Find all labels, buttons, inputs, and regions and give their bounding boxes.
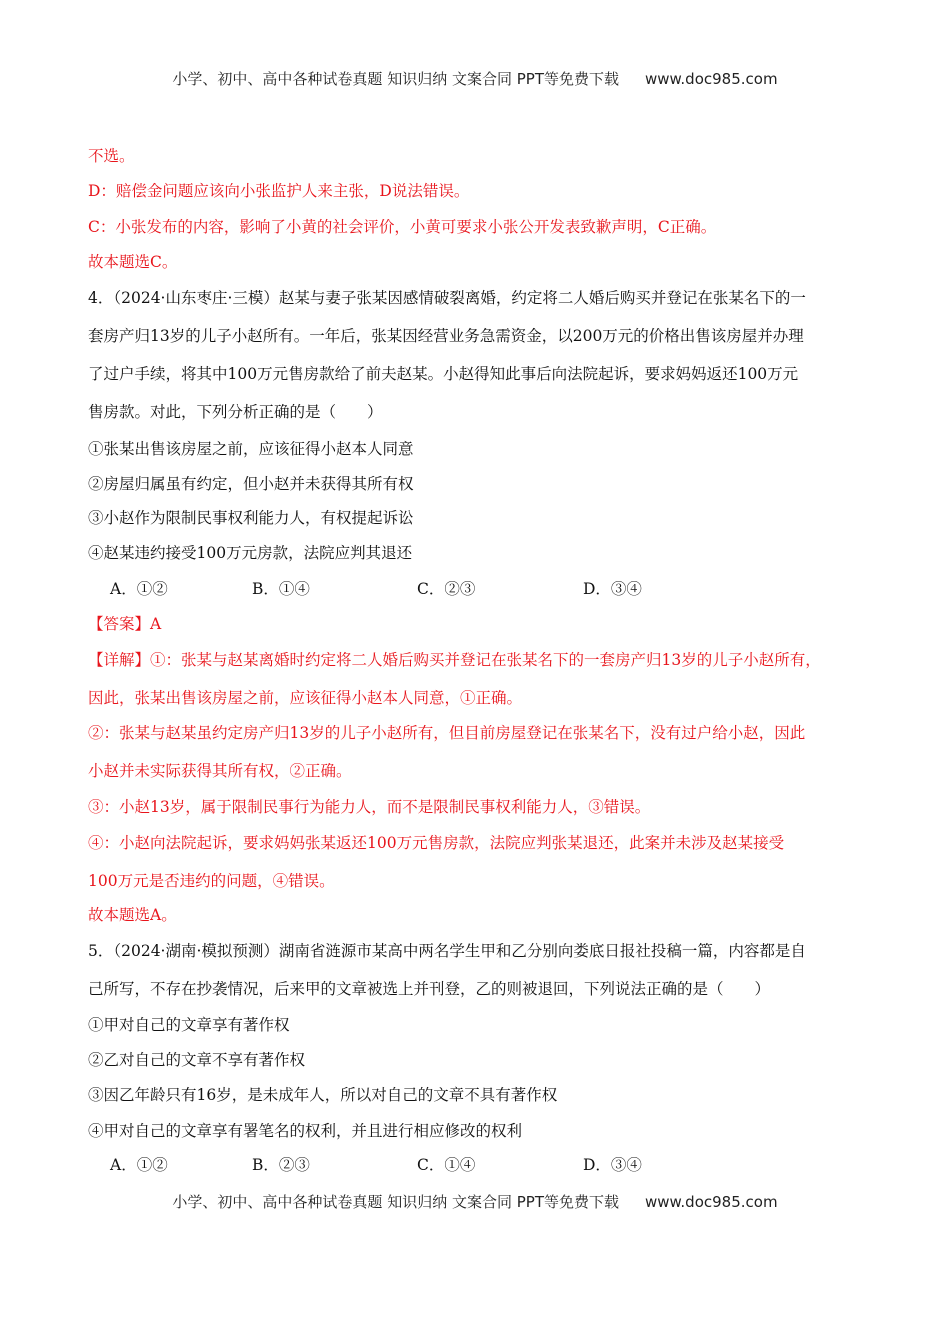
prev-line: C：小张发布的内容，影响了小黄的社会评价，小黄可要求小张公开发表致歉声明，C正确。 <box>88 218 717 236</box>
q5-stem-line: 5．（2024·湖南·模拟预测）湖南省涟源市某高中两名学生甲和乙分别向娄底日报社投稿一篇，内容都是自 <box>88 942 806 960</box>
q5-stem-line: 己所写，不存在抄袭情况，后来甲的文章被选上并刊登，乙的则被退回，下列说法正确的是（ ） <box>88 980 771 998</box>
q4-option-d[interactable]: D．③④ <box>583 580 642 598</box>
q4-conclusion: 故本题选A。 <box>88 906 177 924</box>
q4-statement: ③小赵作为限制民事权利能力人，有权提起诉讼 <box>88 509 414 527</box>
q4-explanation-line: ②：张某与赵某虽约定房产归13岁的儿子小赵所有，但目前房屋登记在张某名下，没有过户给小赵，因此 <box>88 724 806 742</box>
footer-text: 小学、初中、高中各种试卷真题 知识归纳 文案合同 PPT等免费下载 <box>172 1193 619 1211</box>
page-footer <box>0 1191 950 1212</box>
q5-statement: ①甲对自己的文章享有著作权 <box>88 1016 290 1034</box>
q5-option-b[interactable]: B．②③ <box>252 1156 310 1174</box>
q4-statement: ④赵某违约接受100万元房款，法院应判其退还 <box>88 544 413 562</box>
q4-explanation-line: 100万元是否违约的问题，④错误。 <box>88 872 335 890</box>
q4-stem-line: 售房款。对此，下列分析正确的是（ ） <box>88 403 383 421</box>
q4-statement: ②房屋归属虽有约定，但小赵并未获得其所有权 <box>88 475 414 493</box>
prev-conclusion: 故本题选C。 <box>88 253 178 271</box>
q4-stem-line: 了过户手续，将其中100万元售房款给了前夫赵某。小赵得知此事后向法院起诉，要求妈妈返还100万元 <box>88 365 799 383</box>
q4-explanation-line: 【详解】①：张某与赵某离婚时约定将二人婚后购买并登记在张某名下的一套房产归13岁的儿子小赵所有， <box>88 651 821 669</box>
q5-option-a[interactable]: A．①② <box>110 1156 168 1174</box>
q5-statement: ④甲对自己的文章享有署笔名的权利，并且进行相应修改的权利 <box>88 1122 523 1140</box>
q4-option-b[interactable]: B．①④ <box>252 580 310 598</box>
q4-explanation-line: ④：小赵向法院起诉，要求妈妈张某返还100万元售房款，法院应判张某退还，此案并未涉及赵某接受 <box>88 834 785 852</box>
q4-explanation-line: 小赵并未实际获得其所有权，②正确。 <box>88 762 352 780</box>
q4-option-c[interactable]: C．②③ <box>417 580 476 598</box>
q4-statement: ①张某出售该房屋之前，应该征得小赵本人同意 <box>88 440 414 458</box>
q5-statement: ③因乙年龄只有16岁，是未成年人，所以对自己的文章不具有著作权 <box>88 1086 558 1104</box>
q4-explanation-line: ③：小赵13岁，属于限制民事行为能力人，而不是限制民事权利能力人，③错误。 <box>88 798 651 816</box>
q4-answer: 【答案】A <box>88 615 162 633</box>
page-header <box>0 68 950 89</box>
header-text: 小学、初中、高中各种试卷真题 知识归纳 文案合同 PPT等免费下载 <box>172 70 619 88</box>
q4-explanation-line: 因此，张某出售该房屋之前，应该征得小赵本人同意，①正确。 <box>88 689 523 707</box>
q4-stem-line: 套房产归13岁的儿子小赵所有。一年后，张某因经营业务急需资金，以200万元的价格出售该房屋并办理 <box>88 327 804 345</box>
header-url[interactable]: www.doc985.com <box>644 70 778 88</box>
q5-option-d[interactable]: D．③④ <box>583 1156 642 1174</box>
q4-option-a[interactable]: A．①② <box>110 580 168 598</box>
prev-line: D：赔偿金问题应该向小张监护人来主张，D说法错误。 <box>88 182 470 200</box>
q5-statement: ②乙对自己的文章不享有著作权 <box>88 1051 306 1069</box>
q4-stem-line: 4．（2024·山东枣庄·三模）赵某与妻子张某因感情破裂离婚，约定将二人婚后购买并登记在张某名下的一 <box>88 289 806 307</box>
q5-option-c[interactable]: C．①④ <box>417 1156 476 1174</box>
footer-url[interactable]: www.doc985.com <box>644 1193 778 1211</box>
prev-line: 不选。 <box>88 147 135 165</box>
